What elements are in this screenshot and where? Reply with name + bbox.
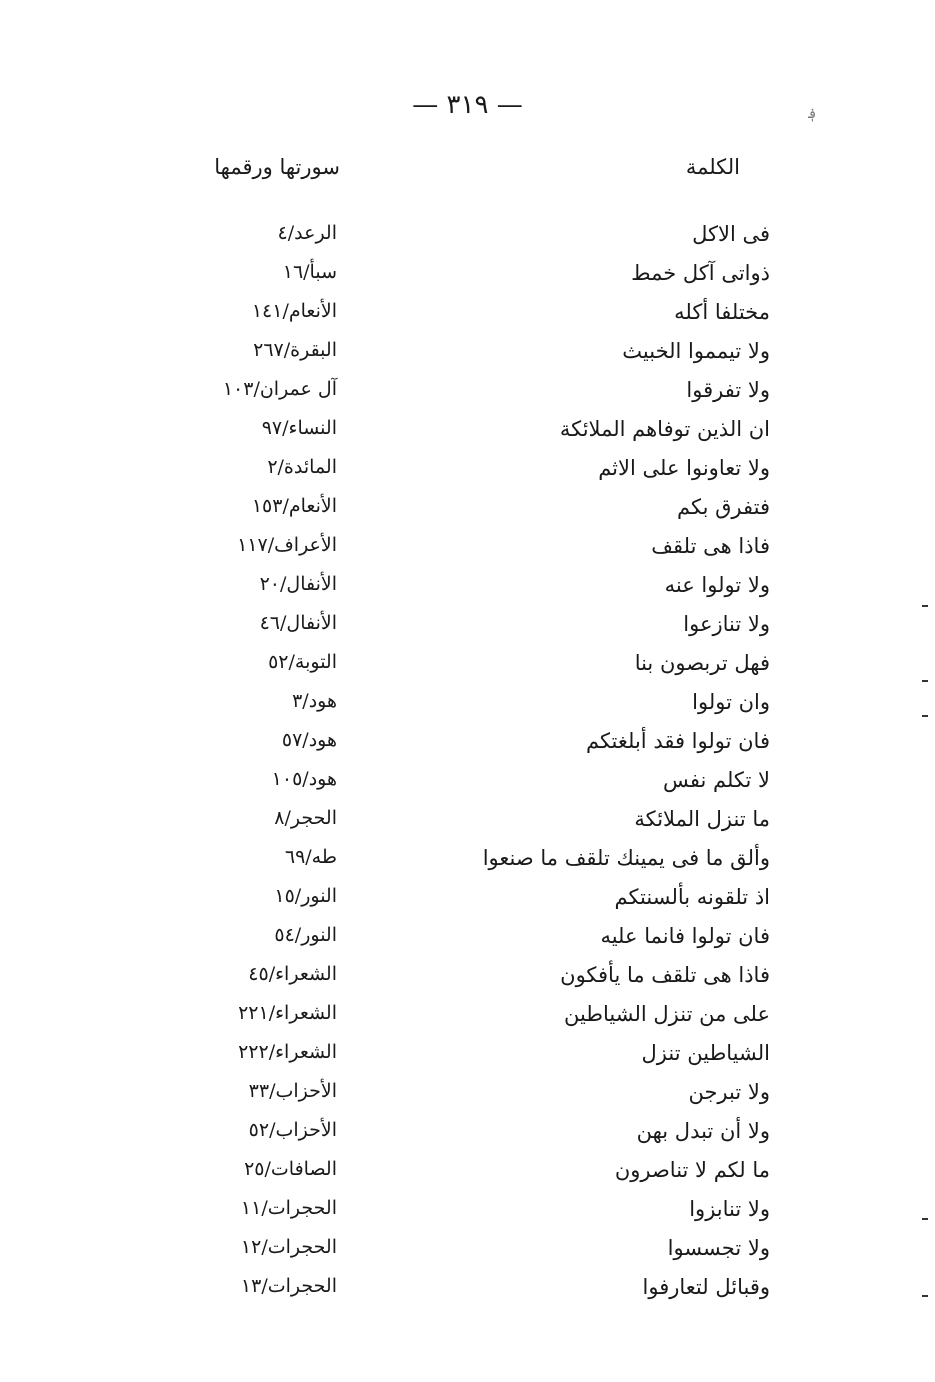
list-item	[0, 530, 935, 569]
surah-reference: الأعراف/١١٧	[237, 534, 337, 556]
scan-mark	[922, 605, 928, 607]
surah-reference: هود/٣	[292, 690, 337, 712]
word-text: ما تنزل الملائكة	[634, 807, 770, 831]
surah-reference: هود/١٠٥	[271, 768, 337, 790]
list-item	[0, 296, 935, 335]
scan-mark	[922, 715, 928, 717]
list-item	[0, 608, 935, 647]
word-text: ولا تجسسوا	[667, 1236, 770, 1260]
word-text: لا تكلم نفس	[663, 768, 770, 792]
surah-reference: الحجرات/١٢	[240, 1236, 337, 1258]
surah-reference: الأنعام/١٤١	[251, 300, 337, 322]
word-text: اذ تلقونه بألسنتكم	[614, 885, 770, 909]
list-item	[0, 920, 935, 959]
word-text: ولا تفرقوا	[686, 378, 770, 402]
surah-reference: طه/٦٩	[284, 846, 337, 868]
surah-reference: الحجر/٨	[274, 807, 337, 829]
page-number: — ٣١٩ —	[412, 90, 523, 120]
surah-reference: الشعراء/٢٢١	[238, 1002, 337, 1024]
reference-column-header: سورتها ورقمها	[214, 155, 340, 179]
list-item	[0, 998, 935, 1037]
surah-reference: النور/١٥	[274, 885, 337, 907]
surah-reference: سبأ/١٦	[282, 261, 337, 283]
scan-mark	[922, 1218, 928, 1220]
surah-reference: آل عمران/١٠٣	[222, 378, 337, 400]
word-text: ولا تبرجن	[688, 1080, 770, 1104]
surah-reference: الأنعام/١٥٣	[251, 495, 337, 517]
list-item	[0, 374, 935, 413]
word-text: فاذا هى تلقف ما يأفكون	[560, 963, 770, 987]
surah-reference: التوبة/٥٢	[268, 651, 337, 673]
list-item	[0, 1232, 935, 1271]
surah-reference: الحجرات/١١	[240, 1197, 337, 1219]
word-text: ولا أن تبدل بهن	[636, 1119, 770, 1143]
surah-reference: الصافات/٢٥	[244, 1158, 337, 1180]
surah-reference: النور/٥٤	[274, 924, 337, 946]
word-column-header: الكلمة	[685, 155, 740, 179]
list-item	[0, 1154, 935, 1193]
list-item	[0, 1193, 935, 1232]
word-text: ولا تعاونوا على الاثم	[598, 456, 770, 480]
list-item	[0, 335, 935, 374]
word-text: ان الذين توفاهم الملائكة	[559, 417, 770, 441]
surah-reference: الرعد/٤	[277, 222, 337, 244]
scan-mark	[922, 680, 928, 682]
list-item	[0, 1076, 935, 1115]
list-item	[0, 803, 935, 842]
list-item	[0, 491, 935, 530]
list-item	[0, 647, 935, 686]
word-text: ولا تنازعوا	[683, 612, 770, 636]
surah-reference: الشعراء/٢٢٢	[238, 1041, 337, 1063]
word-text: ولا تيمموا الخبيث	[622, 339, 770, 363]
surah-reference: الأنفال/٤٦	[259, 612, 337, 634]
word-text: فى الاكل	[692, 222, 770, 246]
surah-reference: الأحزاب/٥٢	[248, 1119, 337, 1141]
word-text: فان تولوا فانما عليه	[600, 924, 770, 948]
word-text: فتفرق بكم	[677, 495, 770, 519]
word-text: ذواتى آكل خمط	[631, 261, 770, 285]
surah-reference: البقرة/٢٦٧	[253, 339, 337, 361]
list-item	[0, 725, 935, 764]
list-item	[0, 569, 935, 608]
word-text: وألق ما فى يمينك تلقف ما صنعوا	[482, 846, 770, 870]
word-text: مختلفا أكله	[674, 300, 770, 324]
list-item	[0, 686, 935, 725]
list-item	[0, 1115, 935, 1154]
list-item	[0, 881, 935, 920]
word-text: وان تولوا	[692, 690, 770, 714]
word-text: ما لكم لا تناصرون	[614, 1158, 770, 1182]
word-text: فهل تربصون بنا	[634, 651, 770, 675]
word-text: فاذا هى تلقف	[651, 534, 770, 558]
word-text: وقبائل لتعارفوا	[642, 1275, 770, 1299]
list-item	[0, 959, 935, 998]
surah-reference: المائدة/٢	[267, 456, 337, 478]
word-text: ولا تولوا عنه	[664, 573, 770, 597]
word-text: فان تولوا فقد أبلغتكم	[585, 729, 770, 753]
list-item	[0, 218, 935, 257]
table-header	[0, 155, 935, 189]
corner-mark: ؋	[808, 106, 817, 122]
list-item	[0, 1271, 935, 1310]
list-item	[0, 764, 935, 803]
surah-reference: الحجرات/١٣	[240, 1275, 337, 1297]
surah-reference: هود/٥٧	[281, 729, 337, 751]
word-list	[0, 218, 935, 1310]
word-text: الشياطين تنزل	[641, 1041, 770, 1065]
surah-reference: النساء/٩٧	[261, 417, 337, 439]
word-text: على من تنزل الشياطين	[563, 1002, 770, 1026]
surah-reference: الشعراء/٤٥	[248, 963, 337, 985]
list-item	[0, 842, 935, 881]
list-item	[0, 452, 935, 491]
word-text: ولا تنابزوا	[689, 1197, 770, 1221]
surah-reference: الأحزاب/٣٣	[248, 1080, 337, 1102]
list-item	[0, 413, 935, 452]
list-item	[0, 1037, 935, 1076]
surah-reference: الأنفال/٢٠	[259, 573, 337, 595]
list-item	[0, 257, 935, 296]
scan-mark	[922, 1295, 928, 1297]
